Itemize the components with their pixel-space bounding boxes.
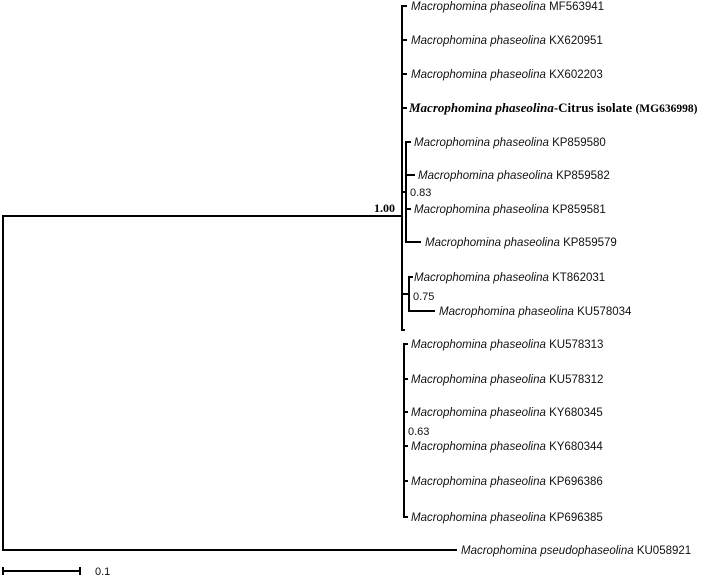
taxon-labels [408, 1, 698, 557]
taxon-label-highlighted: Macrophomina phaseolina-Citrus isolate (MG636998) [409, 100, 698, 115]
taxon-label: Macrophomina phaseolina KP859582 [418, 170, 610, 182]
taxon-label: Macrophomina phaseolina KY680344 [411, 441, 603, 453]
taxon-label: Macrophomina phaseolina MF563941 [411, 1, 605, 13]
support-value-ku-kp: 0.63 [408, 426, 430, 438]
taxon-label: Macrophomina phaseolina KX620951 [411, 35, 603, 47]
taxon-label: Macrophomina phaseolina KP696385 [411, 512, 603, 524]
taxon-label: Macrophomina phaseolina KX602203 [411, 69, 603, 81]
scale-bar [3, 566, 110, 577]
tree-branches [3, 6, 456, 550]
taxon-label: Macrophomina phaseolina KU578034 [439, 306, 632, 318]
support-value-main: 1.00 [374, 201, 395, 215]
taxon-label: Macrophomina phaseolina KP859579 [425, 237, 617, 249]
taxon-label: Macrophomina phaseolina KP859580 [414, 137, 606, 149]
outgroup-label: Macrophomina pseudophaseolina KU058921 [461, 545, 692, 557]
taxon-label: Macrophomina phaseolina KP696386 [411, 476, 603, 488]
support-value-kp859: 0.83 [410, 187, 432, 199]
support-value-kt-ku: 0.75 [413, 291, 435, 303]
taxon-label: Macrophomina phaseolina KY680345 [411, 407, 603, 419]
taxon-label: Macrophomina phaseolina KU578312 [411, 374, 604, 386]
taxon-label: Macrophomina phaseolina KP859581 [414, 204, 606, 216]
taxon-label: Macrophomina phaseolina KU578313 [411, 339, 604, 351]
scale-bar-label: 0.1 [95, 566, 111, 577]
taxon-label: Macrophomina phaseolina KT862031 [414, 272, 606, 284]
